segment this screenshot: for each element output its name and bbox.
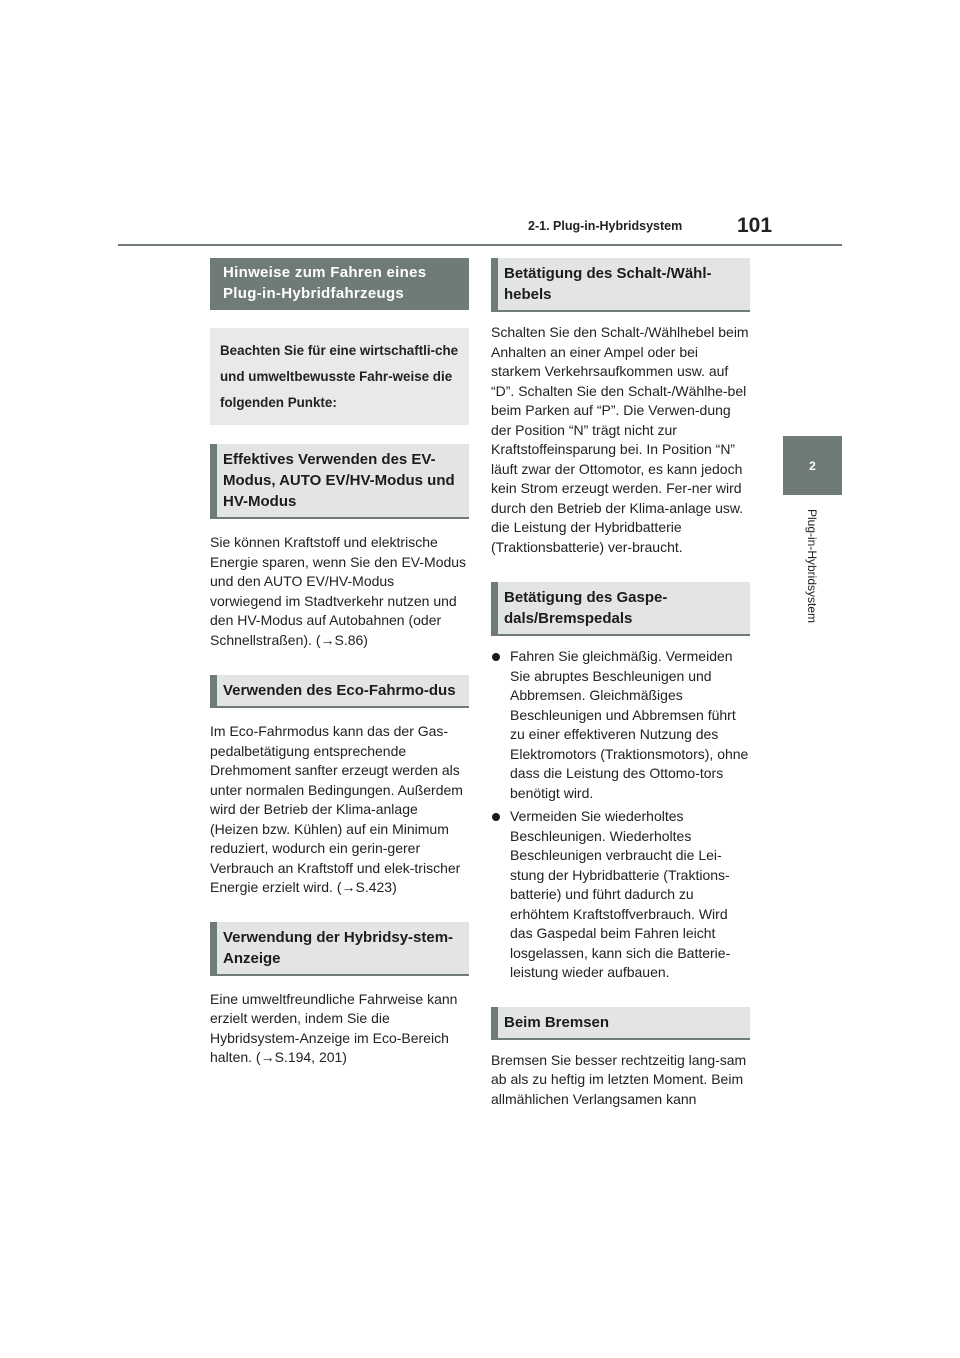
header-rule: [118, 244, 842, 246]
page-number: 101: [737, 214, 773, 237]
paragraph-schalt-waehlhebel: Schalten Sie den Schalt-/Wählhebel beim Anhalten an einer Ampel oder bei starkem Verkehrsaufkommen usw. auf “D”. Schalten Sie den Schalt-/Wählhe-bel beim Parken auf “P”. Die Verwen-dung der Position “N” trägt nicht zur Kraftstoffeinsparung bei. In Position “N” läuft zwar der Ottomotor, es kann jedoch kein Strom erzeugt werden. Fer-ner wird durch den Betrieb der Klima-anlage usw. die Leistung der Hybridbatterie (Traktionsbatterie) ver-braucht.: [491, 324, 749, 555]
main-banner: Hinweise zum Fahren eines Plug-in-Hybridfahrzeugs: [210, 258, 469, 310]
subheading-gaspedal-bremspedal: Betätigung des Gaspe-dals/Bremspedals: [491, 582, 750, 636]
bullet-icon: [492, 653, 500, 661]
paragraph-beim-bremsen: Bremsen Sie besser rechtzeitig lang-sam ab als zu heftig im letzten Moment. Beim allmählichen Verlangsamen kann: [491, 1051, 747, 1107]
bullet-text: Fahren Sie gleichmäßig. Vermeiden Sie abruptes Beschleunigen und Abbremsen. Gleichmäßiges Beschleunigen und Abbremsen führt zu einer effektiveren Nutzung des Elektromotors (Traktionsmotors), ohne dass die Leistung des Ottomo-tors benötigt wird.: [510, 648, 749, 801]
paragraph-ev-modus: Sie können Kraftstoff und elektrische Energie sparen, wenn Sie den EV-Modus und den AUTO EV/HV-Modus vorwiegend im Stadtverkehr nutzen und den HV-Modus auf Autobahnen (oder Schnellstraßen). (→S.86): [210, 534, 467, 648]
paragraph-hybridsystem-anzeige: Eine umweltfreundliche Fahrweise kann erzielt werden, indem Sie die Hybridsystem-Anzeige im Eco-Bereich halten. (→S.194, 201): [210, 990, 458, 1065]
list-item: [491, 647, 750, 803]
chapter-label: Plug-in-Hybridsystem: [805, 508, 819, 624]
subheading-eco-fahrmodus: Verwenden des Eco-Fahrmo-dus: [210, 675, 469, 708]
paragraph-eco-fahrmodus: Im Eco-Fahrmodus kann das der Gas-pedalbetätigung entsprechende Drehmoment sanfter erzeugt werden als unter normalen Bedingungen. Außerdem wird der Betrieb der Klima-anlage (Heizen bzw. Kühlen) auf ein Minimum reduziert, wodurch ein gerin-gerer Verbrauch an Kraftstoff und elek-trischer Energie erzielt wird. (→S.423): [210, 723, 463, 895]
bullet-list: [491, 647, 750, 983]
left-column: [210, 258, 469, 1068]
subheading-beim-bremsen: Beim Bremsen: [491, 1007, 750, 1040]
list-item: [491, 807, 750, 983]
intro-box: Beachten Sie für eine wirtschaftli-che und umweltbewusste Fahr-weise die folgenden Punkte:: [210, 328, 469, 425]
subheading-hybridsystem-anzeige: Verwendung der Hybridsy-stem-Anzeige: [210, 922, 469, 976]
chapter-number: 2: [809, 458, 816, 473]
chapter-tab: [783, 436, 842, 495]
subheading-schalt-waehlhebel: Betätigung des Schalt-/Wähl-hebels: [491, 258, 750, 312]
bullet-text: Vermeiden Sie wiederholtes Beschleunigen. Wiederholtes Beschleunigen verbraucht die Lei-stung der Hybridbatterie (Traktions-batterie) und führt dadurch zu erhöhtem Kraftstoffverbrauch. Wird das Gaspedal beim Fahren leicht losgelassen, kann sich die Batterie-leistung wieder aufbauen.: [510, 808, 731, 980]
section-header: 2-1. Plug-in-Hybridsystem: [528, 219, 683, 233]
subheading-ev-modus: Effektives Verwenden des EV-Modus, AUTO EV/HV-Modus und HV-Modus: [210, 444, 469, 519]
bullet-icon: [492, 813, 500, 821]
right-column: [491, 258, 750, 1109]
